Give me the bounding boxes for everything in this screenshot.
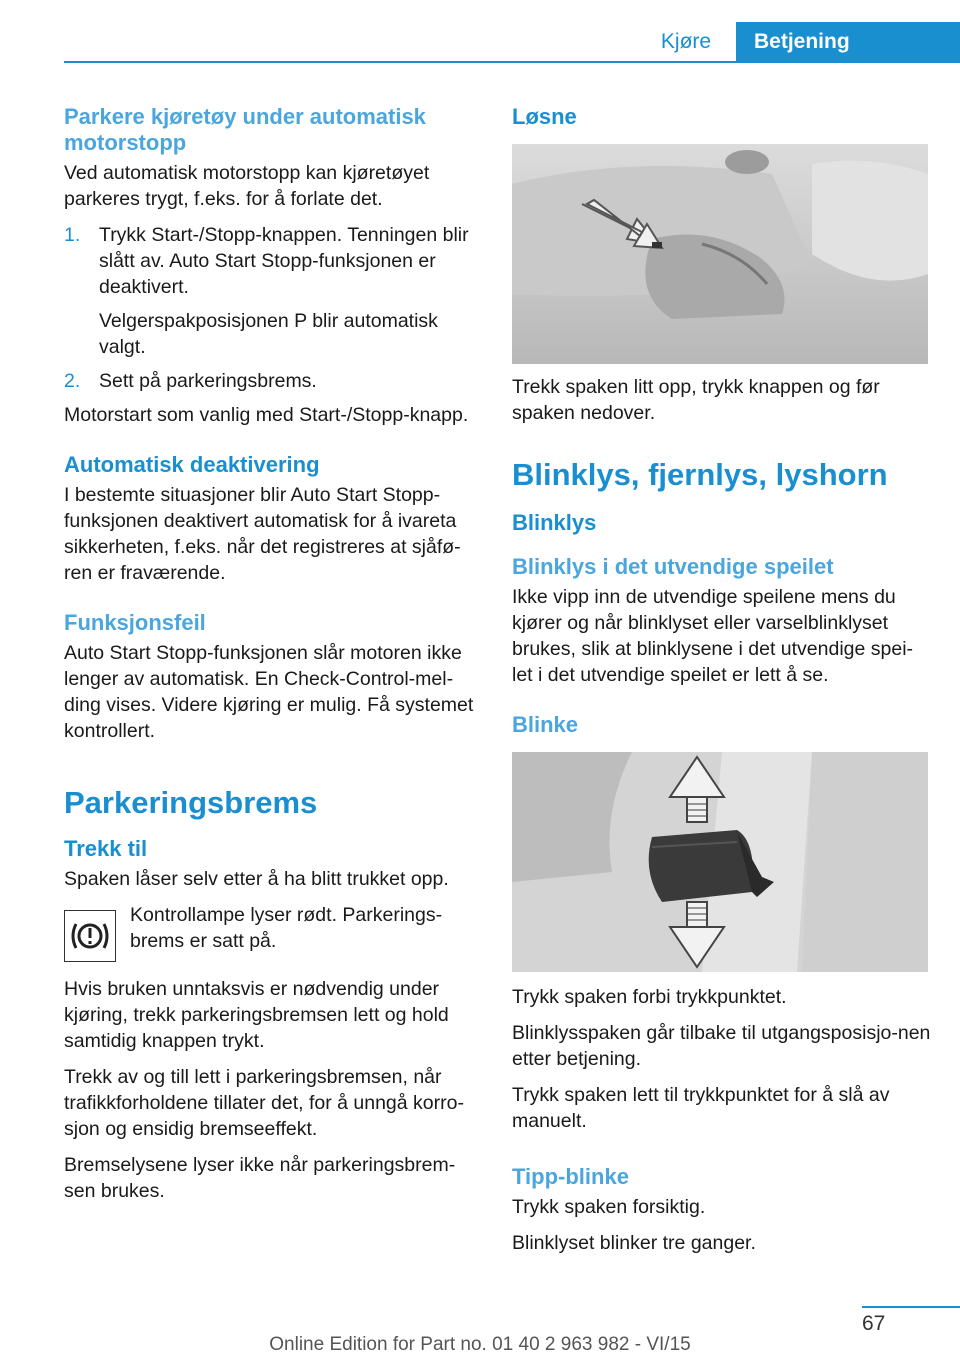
paragraph: Spaken låser selv etter å ha blitt trukket opp. xyxy=(64,868,449,890)
handbrake-release-image xyxy=(512,144,928,364)
step-number: 2. xyxy=(64,370,81,392)
chapter-heading: Blinklys, fjernlys, lyshorn xyxy=(512,457,888,492)
indicator-note xyxy=(64,902,484,962)
section-heading: Automatisk deaktivering xyxy=(64,452,320,477)
step-text: Trykk Start-/Stopp-knappen. Tenningen blir slått av. Auto Start Stopp-funksjonen er deaktivert. xyxy=(99,224,469,298)
list-item xyxy=(64,368,484,394)
page-number: 67 xyxy=(862,1312,886,1335)
parking-brake-warning-icon xyxy=(64,910,116,962)
section-heading: Løsne xyxy=(512,104,577,129)
indicator-text: Kontrollampe lyser rødt. Parkerings-brems er satt på. xyxy=(130,904,443,952)
tab-betjening[interactable]: Betjening xyxy=(736,22,960,62)
chapter-heading: Parkeringsbrems xyxy=(64,785,318,820)
left-column xyxy=(64,100,484,1214)
paragraph: Ikke vipp inn de utvendige speilene mens du kjører og når blinklyset eller varselblinklyset brukes, slik at blinklysene i det utvendige spei-let i det utvendige speilet er lett å se. xyxy=(512,586,914,686)
paragraph: Trykk spaken lett til trykkpunktet for å slå av manuelt. xyxy=(512,1084,890,1132)
paragraph: Ved automatisk motorstopp kan kjøretøyet parkeres trygt, f.eks. for å forlate det. xyxy=(64,162,430,210)
subsection-heading: Blinke xyxy=(512,712,579,737)
paragraph: Motorstart som vanlig med Start-/Stopp-knapp. xyxy=(64,404,469,426)
turn-signal-lever-image xyxy=(512,752,928,972)
step-subtext: Velgerspakposisjonen P blir automatisk valgt. xyxy=(99,310,438,358)
edition-note: Online Edition for Part no. 01 40 2 963 982 - VI/15 xyxy=(269,1334,691,1355)
paragraph: Trekk spaken litt opp, trykk knappen og før spaken nedover. xyxy=(512,376,880,424)
paragraph: Trekk av og till lett i parkeringsbremsen, når trafikkforholdene tillater det, for å unngå korro-sjon og ensidig bremseeffekt. xyxy=(64,1066,464,1140)
paragraph: Blinklyset blinker tre ganger. xyxy=(512,1232,756,1254)
paragraph: Auto Start Stopp-funksjonen slår motoren ikke lenger av automatisk. En Check-Control-mel-ding vises. Videre kjøring er mulig. Få systemet kontrollert. xyxy=(64,642,474,742)
paragraph: Trykk spaken forbi trykkpunktet. xyxy=(512,986,787,1008)
right-column xyxy=(512,100,932,1266)
subsection-heading: Tipp-blinke xyxy=(512,1164,629,1189)
paragraph: Hvis bruken unntaksvis er nødvendig under kjøring, trekk parkeringsbremsen lett og hold samtidig knappen trykt. xyxy=(64,978,449,1052)
paragraph: Blinklysspaken går tilbake til utgangsposisjo-nen etter betjening. xyxy=(512,1022,931,1070)
subsection-heading: Blinklys i det utvendige speilet xyxy=(512,554,834,579)
footer-rule xyxy=(862,1306,960,1308)
section-heading: Parkere kjøretøy under automatisk motorstopp xyxy=(64,104,426,155)
paragraph: Trykk spaken forsiktig. xyxy=(512,1196,706,1218)
list-item xyxy=(64,222,484,360)
steps-list xyxy=(64,222,484,394)
section-heading: Blinklys xyxy=(512,510,597,535)
paragraph: I bestemte situasjoner blir Auto Start Stopp-funksjonen deaktivert automatisk for å ivareta sikkerheten, f.eks. når det registreres at sjåfø-ren er fraværende. xyxy=(64,484,461,584)
header-rule xyxy=(64,61,960,63)
section-heading: Trekk til xyxy=(64,836,148,861)
paragraph: Bremselysene lyser ikke når parkeringsbrem-sen brukes. xyxy=(64,1154,456,1202)
step-text: Sett på parkeringsbrems. xyxy=(99,370,317,392)
tab-kjore[interactable]: Kjøre xyxy=(660,30,712,53)
step-number: 1. xyxy=(64,224,81,246)
section-heading: Funksjonsfeil xyxy=(64,610,206,635)
